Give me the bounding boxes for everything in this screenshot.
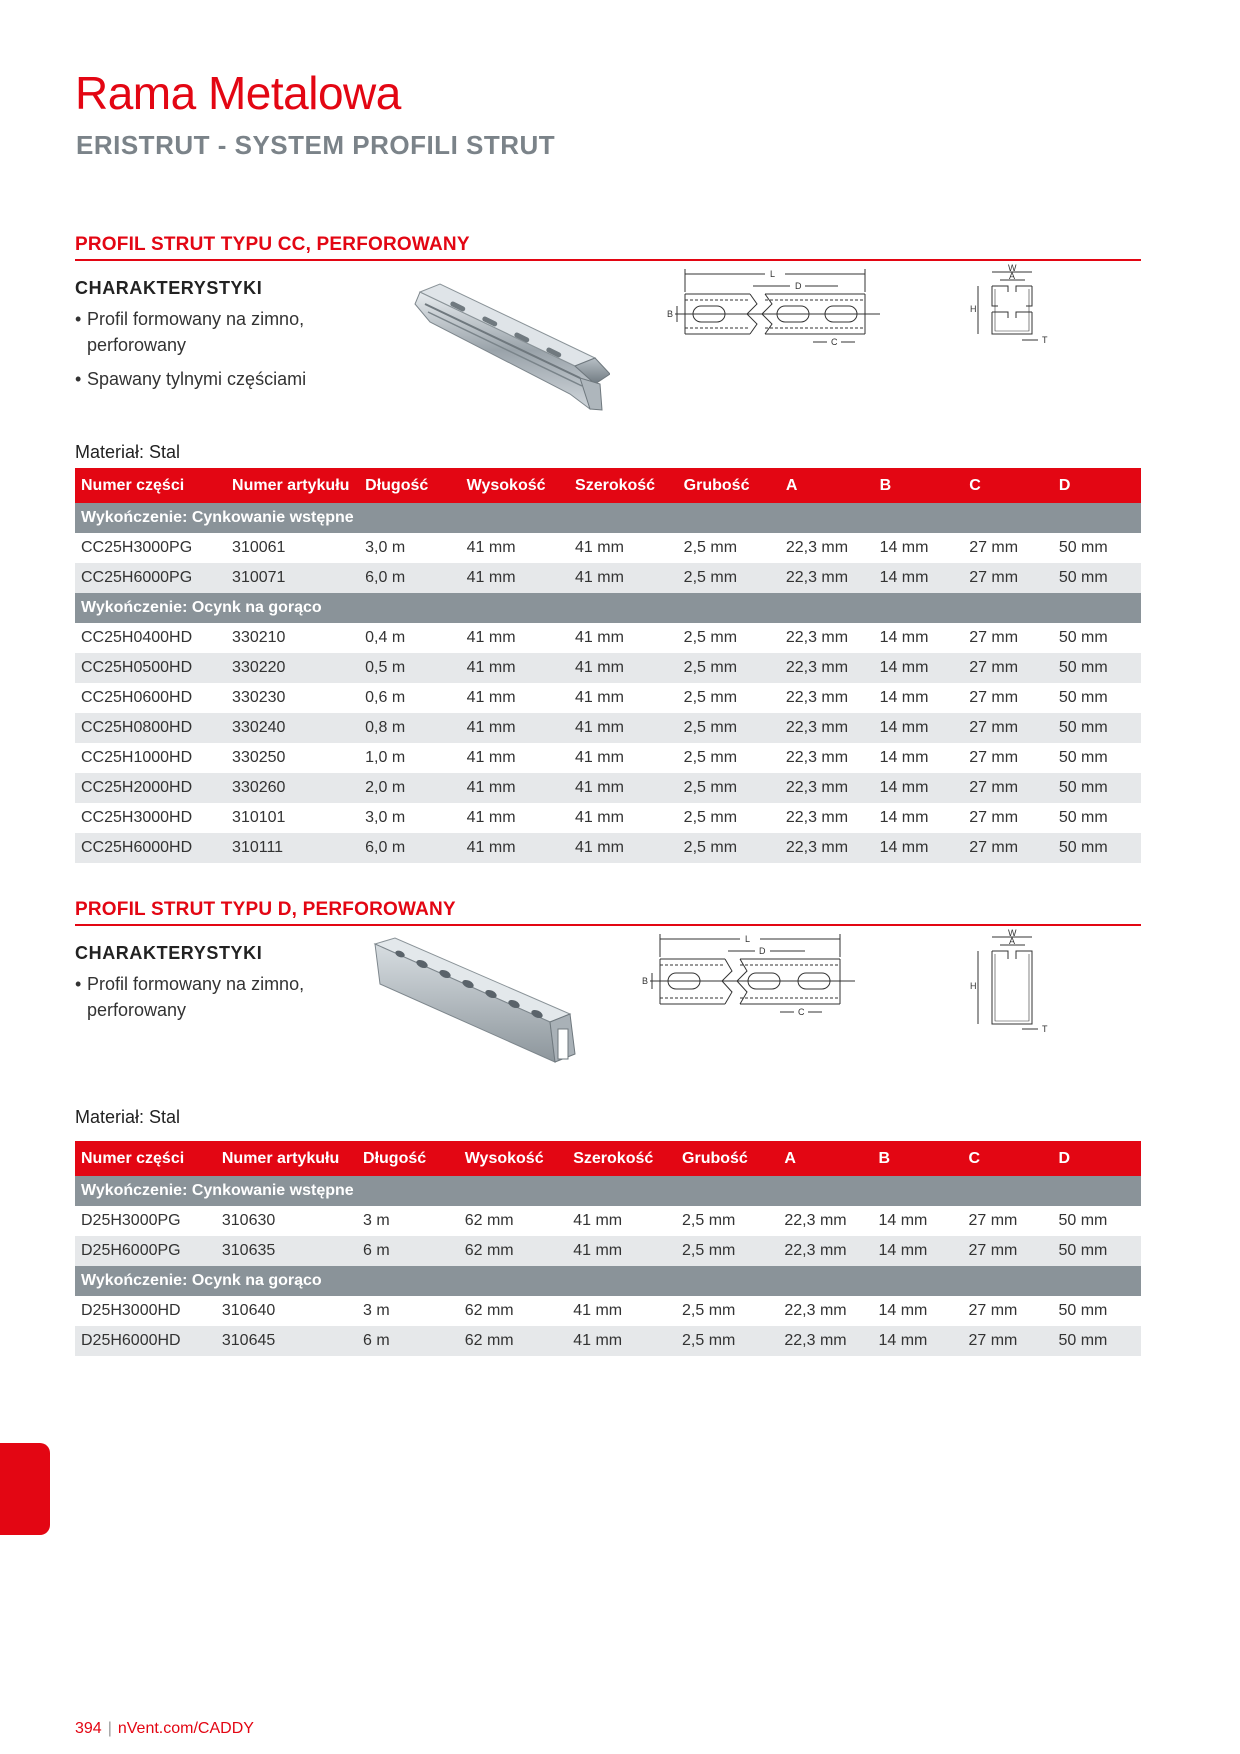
table-cell: 50 mm [1052, 1236, 1141, 1266]
table-cell: 50 mm [1052, 1326, 1141, 1356]
table-cell: 22,3 mm [785, 629, 849, 646]
table-cell: 62 mm [459, 1236, 568, 1266]
table-cell: 14 mm [878, 1302, 928, 1319]
cc-dim-A: A [1009, 271, 1016, 281]
table-cell: 27 mm [962, 1236, 1052, 1266]
table-cell: 62 mm [459, 1326, 568, 1356]
table-cell: 14 mm [874, 833, 964, 863]
table-cell: 14 mm [872, 1236, 962, 1266]
cc-characteristics-list [75, 306, 317, 400]
table-cell: CC25H0800HD [75, 713, 226, 743]
table-cell: 50 mm [1053, 833, 1141, 863]
table-cell: 310640 [221, 1302, 276, 1319]
table-row [75, 1206, 1141, 1236]
d-parts-table [75, 1141, 1141, 1356]
d-characteristics-title: CHARAKTERYSTYKI [75, 943, 263, 963]
d-profile-photo [370, 934, 580, 1069]
table-cell: 41 mm [466, 809, 516, 826]
table-row [75, 1326, 1141, 1356]
table-cell: 310645 [216, 1326, 357, 1356]
section-cc-heading: PROFIL STRUT TYPU CC, PERFOROWANY [75, 234, 1141, 261]
table-cell: 2,5 mm [683, 629, 738, 646]
column-header: Grubość [676, 1141, 778, 1176]
table-row [75, 1296, 1141, 1326]
column-header: Wysokość [461, 468, 569, 503]
table-cell: 27 mm [963, 833, 1053, 863]
table-cell: 22,3 mm [780, 713, 874, 743]
table-cell: 14 mm [879, 539, 929, 556]
table-cell: 14 mm [872, 1326, 962, 1356]
column-header: A [780, 468, 874, 503]
table-cell: 41 mm [575, 539, 624, 556]
table-cell: 14 mm [879, 629, 929, 646]
table-cell: 14 mm [874, 713, 964, 743]
table-cell: 41 mm [569, 773, 678, 803]
column-header: Numer części [75, 1141, 216, 1176]
column-header: Szerokość [567, 1141, 676, 1176]
table-cell: 310111 [226, 833, 359, 863]
table-cell: 22,3 mm [785, 809, 849, 826]
d-dim-A: A [1009, 936, 1016, 946]
table-row [75, 833, 1141, 863]
page-footer: 394 | nVent.com/CADDY [75, 1720, 254, 1737]
table-cell: 2,5 mm [678, 833, 780, 863]
table-cell: 22,3 mm [784, 1302, 847, 1319]
table-cell: 3 m [363, 1212, 390, 1229]
table-cell: 14 mm [874, 653, 964, 683]
table-cell: CC25H0600HD [81, 689, 193, 706]
cc-characteristics-title: CHARAKTERYSTYKI [75, 278, 263, 298]
table-cell: 2,5 mm [682, 1212, 736, 1229]
table-cell: 2,5 mm [678, 773, 780, 803]
table-cell: 22,3 mm [780, 653, 874, 683]
table-cell: 27 mm [969, 809, 1019, 826]
table-cell: 50 mm [1058, 689, 1108, 706]
table-cell: 2,5 mm [683, 539, 738, 556]
table-cell: 41 mm [569, 563, 678, 593]
d-material: Materiał: Stal [75, 1107, 181, 1127]
table-cell: 310061 [232, 539, 286, 556]
table-cell: 27 mm [963, 563, 1053, 593]
table-cell: 41 mm [466, 689, 516, 706]
section-d-heading: PROFIL STRUT TYPU D, PERFOROWANY [75, 899, 1141, 926]
table-cell: 14 mm [879, 809, 929, 826]
column-header: C [963, 468, 1053, 503]
table-cell: CC25H0500HD [75, 653, 226, 683]
page-number: 394 [75, 1720, 102, 1737]
table-cell: 0,4 m [365, 629, 406, 646]
table-cell: 50 mm [1053, 773, 1141, 803]
table-group-row [75, 1266, 1141, 1296]
table-cell: 41 mm [569, 833, 678, 863]
table-cell: 62 mm [464, 1212, 514, 1229]
section-cc [75, 234, 1141, 874]
table-cell: 41 mm [569, 713, 678, 743]
table-cell: 22,3 mm [780, 833, 874, 863]
table-group-row [75, 1176, 1141, 1206]
cc-dim-H: H [970, 304, 977, 314]
table-row [75, 653, 1141, 683]
table-cell: 41 mm [573, 1212, 623, 1229]
table-cell: 27 mm [963, 713, 1053, 743]
table-cell: 50 mm [1053, 653, 1141, 683]
table-cell: CC25H6000PG [75, 563, 226, 593]
table-cell: 50 mm [1053, 563, 1141, 593]
table-cell: 22,3 mm [784, 1212, 847, 1229]
table-cell: 27 mm [963, 773, 1053, 803]
table-cell: 27 mm [968, 1212, 1018, 1229]
column-header: Numer artykułu [226, 468, 359, 503]
d-dim-W: W [1008, 929, 1017, 938]
column-header: Szerokość [569, 468, 678, 503]
table-cell: 27 mm [962, 1326, 1052, 1356]
table-cell: 41 mm [461, 653, 569, 683]
column-header: D [1053, 468, 1141, 503]
table-row [75, 1236, 1141, 1266]
table-cell: 330260 [226, 773, 359, 803]
table-row [75, 623, 1141, 653]
page-title: Rama Metalowa [75, 67, 401, 119]
table-cell: D25H3000HD [81, 1302, 181, 1319]
page-subtitle: ERISTRUT - SYSTEM PROFILI STRUT [76, 130, 556, 160]
table-cell: 14 mm [874, 563, 964, 593]
table-header-row [75, 468, 1141, 503]
cc-dim-T: T [1042, 335, 1048, 345]
table-cell: 27 mm [969, 689, 1019, 706]
table-cell: 2,0 m [359, 773, 461, 803]
table-cell: 27 mm [963, 653, 1053, 683]
column-header: Numer artykułu [216, 1141, 357, 1176]
table-cell: 14 mm [879, 749, 929, 766]
table-cell: D25H6000PG [75, 1236, 216, 1266]
d-characteristics-list [75, 971, 317, 1031]
d-dim-D: D [759, 946, 766, 956]
d-dim-C: C [798, 1007, 805, 1017]
table-cell: CC25H3000HD [81, 809, 193, 826]
cc-dim-L: L [770, 269, 776, 279]
d-dim-B: B [642, 976, 649, 986]
table-cell: 22,3 mm [785, 749, 849, 766]
d-dim-H: H [970, 981, 977, 991]
table-cell: 0,5 m [359, 653, 461, 683]
table-row [75, 743, 1141, 773]
table-row [75, 533, 1141, 563]
table-cell: 41 mm [461, 713, 569, 743]
table-cell: 22,3 mm [780, 773, 874, 803]
table-row [75, 563, 1141, 593]
table-cell: 14 mm [874, 773, 964, 803]
table-cell: 62 mm [464, 1302, 514, 1319]
table-cell: 6 m [357, 1236, 459, 1266]
table-cell: CC25H1000HD [81, 749, 193, 766]
table-cell: 1,0 m [365, 749, 406, 766]
table-cell: 50 mm [1058, 1302, 1108, 1319]
table-cell: 2,5 mm [683, 749, 738, 766]
table-cell: 50 mm [1053, 713, 1141, 743]
chapter-tab [0, 1443, 50, 1535]
table-group-row [75, 503, 1141, 533]
table-cell: 6 m [357, 1326, 459, 1356]
table-header-row [75, 1141, 1141, 1176]
table-cell: 41 mm [575, 809, 624, 826]
table-cell: 310635 [216, 1236, 357, 1266]
table-cell: 2,5 mm [678, 713, 780, 743]
table-cell: 27 mm [969, 629, 1019, 646]
table-cell: CC25H3000PG [81, 539, 193, 556]
column-header: D [1052, 1141, 1141, 1176]
footer-link[interactable]: nVent.com/CADDY [117, 1720, 254, 1737]
table-cell: 330220 [226, 653, 359, 683]
d-dim-L: L [745, 934, 751, 944]
table-cell: 50 mm [1058, 539, 1108, 556]
table-cell: 22,3 mm [778, 1326, 872, 1356]
table-cell: 41 mm [461, 833, 569, 863]
table-cell: 50 mm [1058, 749, 1108, 766]
table-cell: 3,0 m [365, 809, 406, 826]
finish-label: Wykończenie: Cynkowanie wstępne [75, 1176, 1141, 1206]
cc-dim-D: D [795, 281, 802, 291]
table-cell: D25H6000HD [75, 1326, 216, 1356]
table-cell: 41 mm [575, 749, 624, 766]
column-header: B [874, 468, 964, 503]
table-cell: 6,0 m [359, 833, 461, 863]
column-header: A [778, 1141, 872, 1176]
table-cell: 330250 [232, 749, 286, 766]
table-cell: 2,5 mm [678, 563, 780, 593]
column-header: B [872, 1141, 962, 1176]
cc-profile-photo [410, 274, 610, 414]
column-header: Wysokość [459, 1141, 568, 1176]
table-cell: 330230 [232, 689, 286, 706]
column-header: Numer części [75, 468, 226, 503]
column-header: Długość [359, 468, 461, 503]
table-cell: 41 mm [466, 629, 516, 646]
table-cell: CC25H0400HD [81, 629, 193, 646]
table-cell: 41 mm [461, 563, 569, 593]
table-cell: 3 m [363, 1302, 390, 1319]
table-cell: 310071 [226, 563, 359, 593]
cc-side-diagram [665, 264, 965, 369]
table-cell: 50 mm [1058, 629, 1108, 646]
table-cell: 2,5 mm [676, 1326, 778, 1356]
finish-label: Wykończenie: Ocynk na gorąco [75, 593, 1141, 623]
column-header: Długość [357, 1141, 459, 1176]
table-cell: 41 mm [466, 539, 516, 556]
finish-label: Wykończenie: Ocynk na gorąco [75, 1266, 1141, 1296]
table-cell: 310630 [221, 1212, 276, 1229]
table-cell: 22,3 mm [780, 563, 874, 593]
table-cell: 2,5 mm [678, 653, 780, 683]
table-cell: 2,5 mm [676, 1236, 778, 1266]
table-row [75, 773, 1141, 803]
table-row [75, 803, 1141, 833]
table-cell: CC25H6000HD [75, 833, 226, 863]
cc-parts-table [75, 468, 1141, 863]
d-side-diagram [640, 929, 940, 1034]
d-bullet-1: • Profil formowany na zimno, perforowany [75, 971, 317, 1023]
cc-dim-W: W [1008, 264, 1017, 273]
table-cell: 41 mm [569, 653, 678, 683]
column-header: Grubość [678, 468, 780, 503]
table-cell: 22,3 mm [778, 1236, 872, 1266]
table-cell: D25H3000PG [81, 1212, 181, 1229]
d-dim-T: T [1042, 1024, 1048, 1034]
table-cell: 50 mm [1058, 809, 1108, 826]
table-cell: 22,3 mm [785, 689, 849, 706]
table-cell: 14 mm [878, 1212, 928, 1229]
cc-bullet-1: • Profil formowany na zimno, perforowany [75, 306, 317, 358]
table-cell: 41 mm [575, 689, 624, 706]
cc-bullet-2: • Spawany tylnymi częściami [75, 366, 317, 392]
table-cell: 41 mm [461, 773, 569, 803]
cc-cross-section [970, 264, 1070, 364]
section-d [75, 899, 1141, 1379]
table-cell: 27 mm [969, 539, 1019, 556]
table-cell: CC25H2000HD [75, 773, 226, 803]
table-cell: 50 mm [1058, 1212, 1108, 1229]
table-cell: 6,0 m [359, 563, 461, 593]
table-cell: 2,5 mm [683, 689, 738, 706]
cc-dim-B: B [667, 309, 674, 319]
cc-material: Materiał: Stal [75, 442, 181, 462]
table-cell: 27 mm [969, 749, 1019, 766]
table-row [75, 683, 1141, 713]
table-cell: 14 mm [879, 689, 929, 706]
column-header: C [962, 1141, 1052, 1176]
table-cell: 27 mm [968, 1302, 1018, 1319]
cc-dim-C: C [831, 337, 838, 347]
table-cell: 2,5 mm [682, 1302, 736, 1319]
table-cell: 2,5 mm [683, 809, 738, 826]
d-cross-section [970, 929, 1070, 1044]
table-cell: 330210 [232, 629, 286, 646]
table-row [75, 713, 1141, 743]
table-cell: 0,8 m [359, 713, 461, 743]
table-cell: 41 mm [573, 1302, 623, 1319]
table-cell: 41 mm [575, 629, 624, 646]
table-cell: 3,0 m [365, 539, 406, 556]
table-cell: 41 mm [567, 1236, 676, 1266]
table-group-row [75, 593, 1141, 623]
table-cell: 0,6 m [365, 689, 406, 706]
table-cell: 330240 [226, 713, 359, 743]
finish-label: Wykończenie: Cynkowanie wstępne [75, 503, 1141, 533]
table-cell: 41 mm [567, 1326, 676, 1356]
table-cell: 310101 [232, 809, 286, 826]
table-cell: 22,3 mm [785, 539, 849, 556]
table-cell: 41 mm [466, 749, 516, 766]
